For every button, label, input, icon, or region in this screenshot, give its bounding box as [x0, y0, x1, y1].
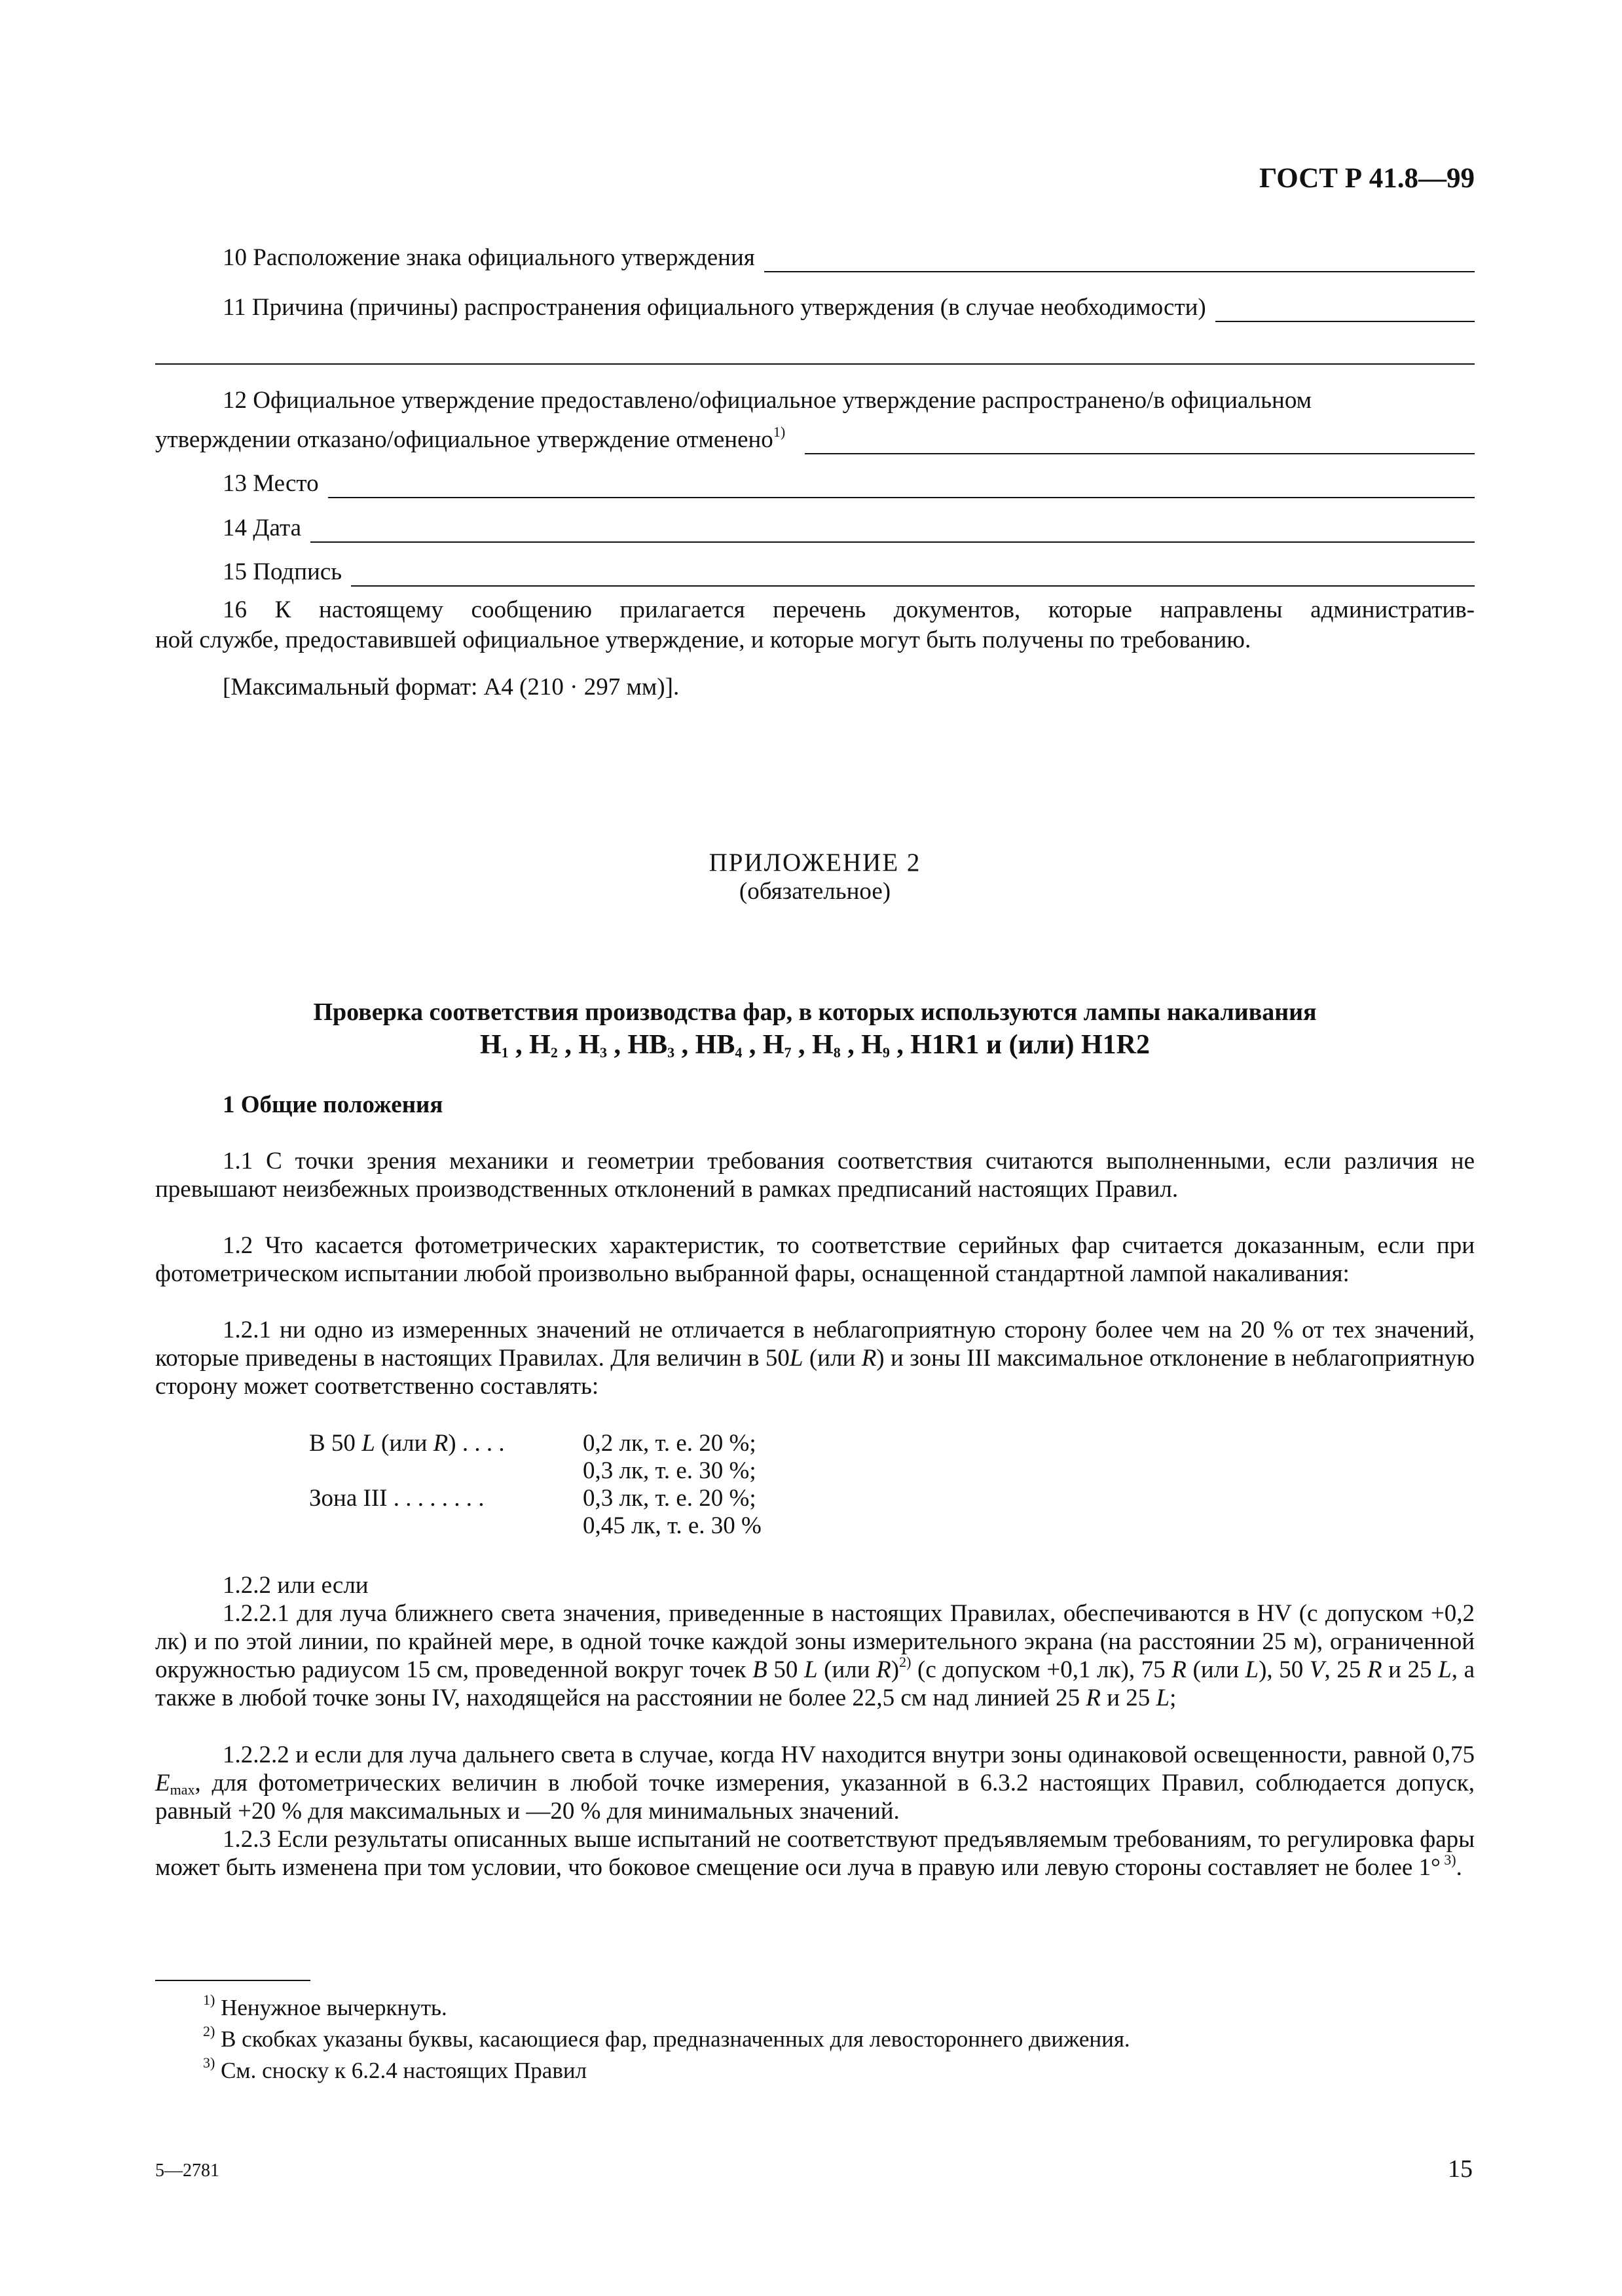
paragraph-1-1-text: 1.1 С точки зрения механики и геометрии требования соответствия считаются выполненными, если различия не превышают неизбежных производственных отклонений в рамках предписаний настоящих Правил. — [155, 1148, 1475, 1203]
table-row — [309, 1512, 762, 1540]
form-item-13-blank — [328, 475, 1475, 498]
form-item-11 — [223, 293, 1475, 322]
table-cell-value: 0,3 лк, т. е. 30 %; — [583, 1457, 756, 1484]
table-row — [309, 1430, 762, 1457]
form-item-15 — [223, 558, 1475, 587]
appendix-heading-line2: $H_1$ , $H_2$ , $H_3$ , $HB_3$ , $HB_4$ , $H_7$ , $H_8$ , $H_9$ , H1R1 и (или) H1R2 — [479, 1030, 1151, 1061]
footnote-3: $^{3)}$ См. сноску к 6.2.4 настоящих Правил — [203, 2054, 587, 2083]
form-item-10-blank — [764, 249, 1475, 272]
form-item-12-line1 — [223, 386, 1475, 415]
form-item-15-label: 15 Подпись — [223, 558, 342, 585]
document-code-header: ГОСТ Р 41.8—99 — [1259, 163, 1475, 194]
form-item-13-label: 13 Место — [223, 470, 319, 497]
footnote-ref-3: 3) — [1440, 1851, 1456, 1868]
appendix-heading-line1: Проверка соответствия производства фар, в которых используются лампы накаливания — [313, 998, 1317, 1026]
footnote-ref-2: 2) — [899, 1654, 912, 1670]
footnote-separator — [155, 1980, 310, 1981]
form-item-11-label: 11 Причина (причины) распространения официального утверждения (в случае необходимости) — [223, 294, 1206, 321]
form-item-10 — [223, 244, 1475, 272]
form-item-12-blank — [805, 431, 1475, 454]
form-item-12-text-2: утверждении отказано/официальное утверждение отменено$^{1)}$ — [155, 424, 786, 453]
form-item-16-line2 — [155, 626, 1475, 654]
footnote-1: $^{1)}$ Ненужное вычеркнуть. — [203, 1992, 447, 2020]
section-1-title: 1 Общие положения — [223, 1091, 443, 1118]
table-cell-value: 0,2 лк, т. е. 20 %; — [583, 1430, 756, 1457]
page-number: 15 — [1448, 2155, 1473, 2183]
format-note: [Максимальный формат: А4 (210 · 297 мм)]. — [223, 674, 680, 701]
form-item-12-text-1: 12 Официальное утверждение предоставлено/официальное утверждение распространено/в официальном — [223, 387, 1312, 414]
paragraph-1-2-2: 1.2.2 или если — [223, 1572, 369, 1599]
form-item-14-label: 14 Дата — [223, 515, 301, 541]
paragraph-1-1 — [155, 1147, 1475, 1203]
form-item-14 — [223, 514, 1475, 543]
form-item-15-blank — [351, 563, 1475, 587]
appendix-subtitle: (обязательное) — [739, 878, 891, 905]
table-cell-value: 0,3 лк, т. е. 20 %; — [583, 1485, 756, 1512]
form-item-11-continuation-line — [155, 363, 1475, 365]
table-cell-label: Зона III . . . . . . . . — [309, 1485, 485, 1512]
form-item-14-blank — [310, 519, 1475, 543]
table-cell-value: 0,45 лк, т. е. 30 % — [583, 1512, 762, 1539]
footnote-2: $^{2)}$ В скобках указаны буквы, касающиеся фар, предназначенных для левостороннего движения. — [203, 2023, 1130, 2052]
paragraph-1-2 — [155, 1231, 1475, 1288]
print-code: 5—2781 — [155, 2160, 219, 2181]
paragraph-1-2-1: 1.2.1 ни одно из измеренных значений не отличается в неблагоприятную сторону более чем на 20 % от тех значений, которые приведены в настоящих Правилах. Для величин в 50L (или R) и зоны III максимальное отклонение в неблагоприятную сторону может соответственно составлять: — [155, 1317, 1475, 1400]
table-row — [309, 1457, 762, 1485]
form-item-12-line2 — [155, 426, 1475, 454]
appendix-title: ПРИЛОЖЕНИЕ 2 — [709, 848, 921, 877]
form-item-13 — [223, 469, 1475, 498]
form-item-10-label: 10 Расположение знака официального утверждения — [223, 244, 755, 271]
form-item-16-text-1: 16 К настоящему сообщению прилагается перечень документов, которые направлены административ- — [223, 596, 1475, 623]
tolerance-table — [309, 1430, 762, 1540]
paragraph-1-2-3: 1.2.3 Если результаты описанных выше испытаний не соответствуют предъявляемым требованиям, то регулировка фары может быть изменена при том условии, что боковое смещение оси луча в правую или левую стороны составляет не более 1° $^{3)}$. — [155, 1826, 1475, 1881]
paragraph-1-2-2-1: 1.2.2.1 для луча ближнего света значения, приведенные в настоящих Правилах, обеспечиваются в HV (с допуском +0,2 лк) и по этой линии, по крайней мере, в одной точке каждой зоны измерительного экрана (на расстоянии 25 м), ограниченной окружностью радиусом 15 см, проведенной вокруг точек B 50 L (или R)$^{2)}$ (с допуском +0,1 лк), 75 R (или L), 50 V, 25 R и 25 L, а также в любой точке зоны IV, находящейся на расстоянии не более 22,5 см над линией 25 R и 25 L; — [155, 1600, 1475, 1711]
form-item-11-blank — [1215, 299, 1475, 322]
paragraph-1-2-2-2: 1.2.2.2 и если для луча дальнего света в случае, когда HV находится внутри зоны одинаковой освещенности, равной 0,75 $E_{max}$, для фотометрических величин в любой точке измерения, указанной в 6.3.2 настоящих Правил, соблюдается допуск, равный +20 % для максимальных и —20 % для минимальных значений. — [155, 1741, 1475, 1825]
table-row — [309, 1485, 762, 1512]
paragraph-1-2-text: 1.2 Что касается фотометрических характеристик, то соответствие серийных фар считается доказанным, если при фотометрическом испытании любой произвольно выбранной фары, оснащенной стандартной лампой накаливания: — [155, 1232, 1475, 1287]
table-cell-label: B 50 L (или R) . . . . — [309, 1430, 505, 1457]
form-item-16-text-2: ной службе, предоставившей официальное утверждение, и которые могут быть получены по требованию. — [155, 627, 1251, 653]
form-item-16-line1 — [155, 596, 1475, 624]
footnote-ref-1: 1) — [773, 424, 786, 440]
